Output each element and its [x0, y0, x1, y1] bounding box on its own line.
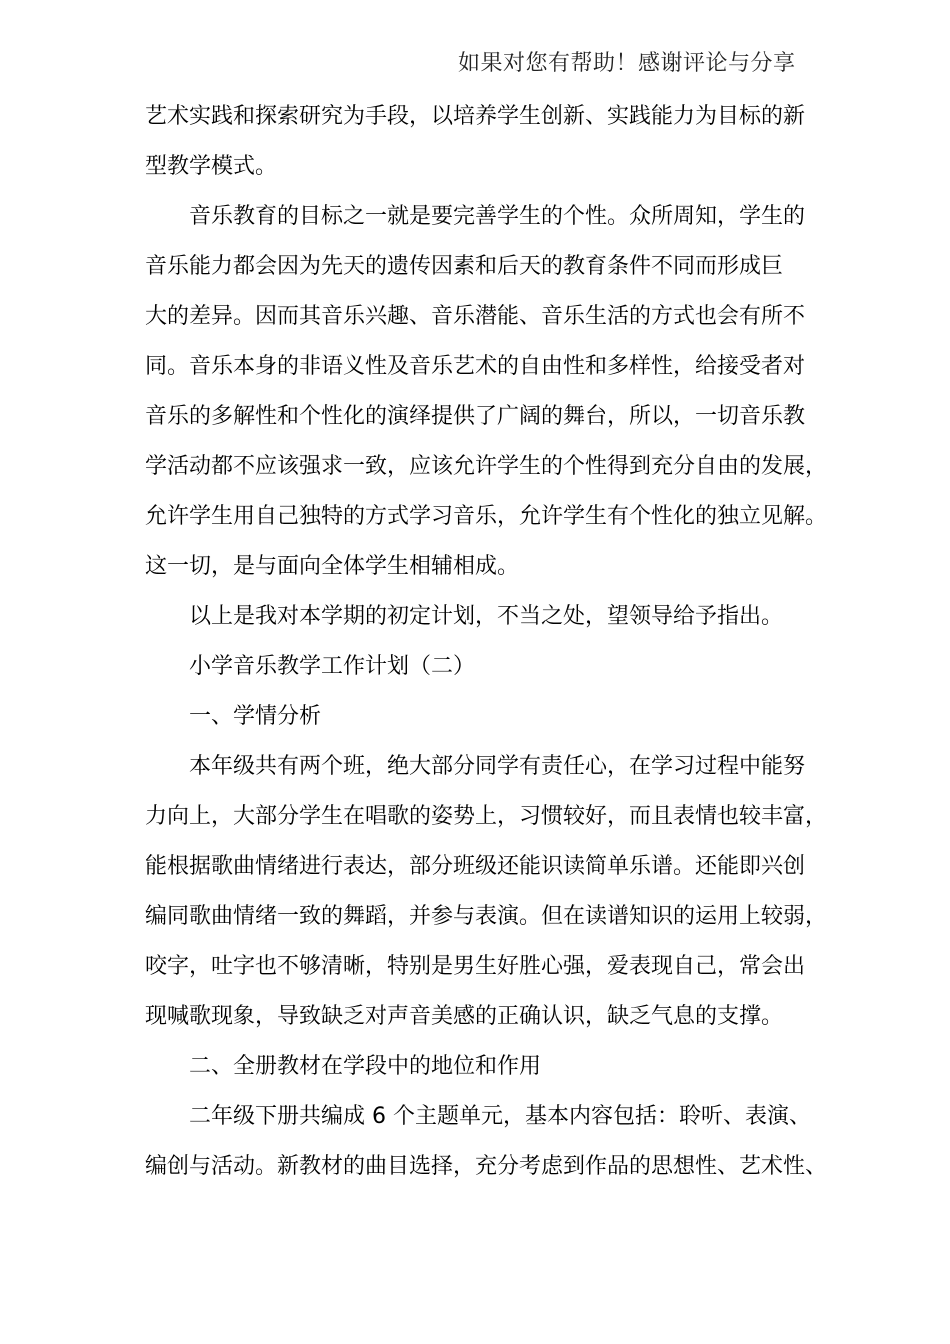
body-line: 编创与活动。新教材的曲目选择，充分考虑到作品的思想性、艺术性、 [145, 1154, 828, 1179]
paragraph-first-line: 以上是我对本学期的初定计划，不当之处，望领导给予指出。 [189, 604, 784, 629]
body-line: 学活动都不应该强求一致，应该允许学生的个性得到充分自由的发展， [145, 454, 828, 479]
paragraph-first-line: 音乐教育的目标之一就是要完善学生的个性。众所周知，学生的 [189, 204, 806, 229]
paragraph-first-line: 二年级下册共编成 6 个主题单元，基本内容包括：聆听、表演、 [189, 1104, 811, 1129]
body-line: 艺术实践和探索研究为手段，以培养学生创新、实践能力为目标的新 [145, 104, 806, 129]
body-line: 力向上，大部分学生在唱歌的姿势上，习惯较好，而且表情也较丰富， [145, 804, 828, 829]
paragraph-first-line: 本年级共有两个班，绝大部分同学有责任心，在学习过程中能努 [189, 754, 806, 779]
body-line: 同。音乐本身的非语义性及音乐艺术的自由性和多样性，给接受者对 [145, 354, 806, 379]
section-heading: 二、全册教材在学段中的地位和作用 [189, 1054, 542, 1079]
body-line: 咬字，吐字也不够清晰，特别是男生好胜心强，爱表现自己，常会出 [145, 954, 806, 979]
page-header: 如果对您有帮助！感谢评论与分享 [458, 51, 796, 76]
body-line: 音乐的多解性和个性化的演绎提供了广阔的舞台，所以，一切音乐教 [145, 404, 806, 429]
body-line: 能根据歌曲情绪进行表达，部分班级还能识读简单乐谱。还能即兴创 [145, 854, 806, 879]
body-line: 音乐能力都会因为先天的遗传因素和后天的教育条件不同而形成巨 [145, 254, 784, 279]
body-line: 现喊歌现象，导致缺乏对声音美感的正确认识，缺乏气息的支撑。 [145, 1004, 784, 1029]
section-title: 小学音乐教学工作计划（二） [189, 654, 476, 679]
section-heading: 一、学情分析 [189, 704, 322, 729]
body-line: 大的差异。因而其音乐兴趣、音乐潜能、音乐生活的方式也会有所不 [145, 304, 806, 329]
body-line: 型教学模式。 [145, 154, 278, 179]
body-line: 这一切，是与面向全体学生相辅相成。 [145, 554, 520, 579]
body-line: 编同歌曲情绪一致的舞蹈，并参与表演。但在读谱知识的运用上较弱， [145, 904, 828, 929]
body-line: 允许学生用自己独特的方式学习音乐，允许学生有个性化的独立见解。 [145, 504, 828, 529]
